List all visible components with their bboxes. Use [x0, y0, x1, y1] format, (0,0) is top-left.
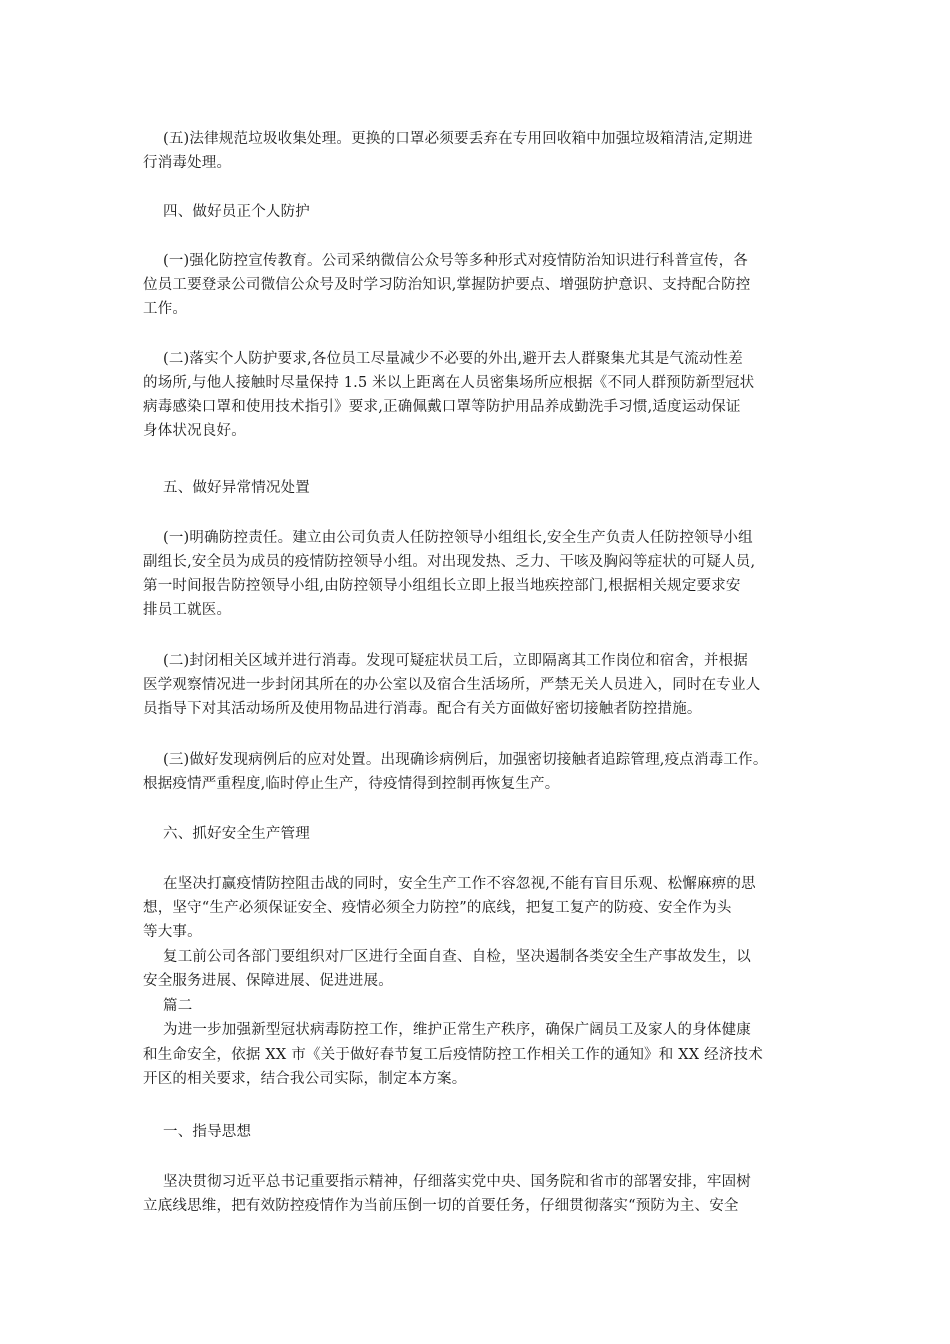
paragraph-line: 行消毒处理。 — [143, 155, 232, 171]
paragraph-line: 安全服务进展、保障进展、促进进展。 — [143, 973, 393, 989]
paragraph-line: 排员工就医。 — [143, 602, 232, 618]
paragraph-line: (一)强化防控宣传教育。公司采纳微信公众号等多种形式对疫情防治知识进行科普宣传，各 — [163, 253, 749, 269]
paragraph-line: 立底线思维，把有效防控疫情作为当前压倒一切的首要任务，仔细贯彻落实“预防为主、安全 — [143, 1198, 739, 1214]
paragraph-line: (一)明确防控责任。建立由公司负责人任防控领导小组组长,安全生产负责人任防控领导小组 — [163, 530, 753, 546]
paragraph-line: (二)封闭相关区域并进行消毒。发现可疑症状员工后，立即隔离其工作岗位和宿舍，并根据 — [163, 653, 749, 669]
section-heading: 六、抓好安全生产管理 — [163, 826, 310, 842]
paragraph-line: 位员工要登录公司微信公众号及时学习防治知识,掌握防护要点、增强防护意识、支持配合防控 — [143, 277, 751, 293]
paragraph-line: (三)做好发现病例后的应对处置。出现确诊病例后，加强密切接触者追踪管理,疫点消毒工作。 — [163, 752, 768, 768]
paragraph-line: 的场所,与他人接触时尽量保持 1.5 米以上距离在人员密集场所应根据《不同人群预防新型冠状 — [143, 375, 755, 391]
paragraph-line: 身体状况良好。 — [143, 423, 246, 439]
paragraph-line: 副组长,安全员为成员的疫情防控领导小组。对出现发热、乏力、干咳及胸闷等症状的可疑人员, — [143, 554, 756, 570]
paragraph-line: 坚决贯彻习近平总书记重要指示精神，仔细落实党中央、国务院和省市的部署安排，牢固树 — [163, 1174, 751, 1190]
paragraph-line: 为进一步加强新型冠状病毒防控工作，维护正常生产秩序，确保广阔员工及家人的身体健康 — [163, 1022, 751, 1038]
paragraph-line: 工作。 — [143, 301, 188, 317]
section-heading: 四、做好员正个人防护 — [163, 204, 310, 220]
paragraph-line: (二)落实个人防护要求,各位员工尽量减少不必要的外出,避开去人群聚集尤其是气流动性差 — [163, 351, 743, 367]
paragraph-line: 根据疫情严重程度,临时停止生产，待疫情得到控制再恢复生产。 — [143, 776, 560, 792]
paragraph-line: 病毒感染口罩和使用技术指引》要求,正确佩戴口罩等防护用品养成勤洗手习惯,适度运动保证 — [143, 399, 741, 415]
paragraph-line: 第一时间报告防控领导小组,由防控领导小组组长立即上报当地疾控部门,根据相关规定要求安 — [143, 578, 741, 594]
paragraph-line: 医学观察情况进一步封闭其所在的办公室以及宿合生活场所，严禁无关人员进入，同时在专业人 — [143, 677, 761, 693]
paragraph-line: 想，坚守“生产必须保证安全、疫情必须全力防控”的底线，把复工复产的防疫、安全作为头 — [143, 900, 732, 916]
paragraph-line: 等大事。 — [143, 924, 202, 940]
section-heading: 篇二 — [163, 998, 193, 1014]
paragraph-line: (五)法律规范垃圾收集处理。更换的口罩必须要丢弃在专用回收箱中加强垃圾箱清洁,定期进 — [163, 131, 753, 147]
paragraph-line: 员指导下对其活动场所及使用物品进行消毒。配合有关方面做好密切接触者防控措施。 — [143, 701, 702, 717]
paragraph-line: 复工前公司各部门要组织对厂区进行全面自查、自检，坚决遏制各类安全生产事故发生，以 — [163, 949, 751, 965]
section-heading: 五、做好异常情况处置 — [163, 480, 310, 496]
section-heading: 一、指导思想 — [163, 1124, 252, 1140]
paragraph-line: 和生命安全，依据 XX 市《关于做好春节复工后疫情防控工作相关工作的通知》和 XX 经济技术 — [143, 1047, 763, 1063]
paragraph-line: 开区的相关要求，结合我公司实际，制定本方案。 — [143, 1071, 467, 1087]
paragraph-line: 在坚决打赢疫情防控阻击战的同时，安全生产工作不容忽视,不能有盲目乐观、松懈麻痹的思 — [163, 876, 756, 892]
